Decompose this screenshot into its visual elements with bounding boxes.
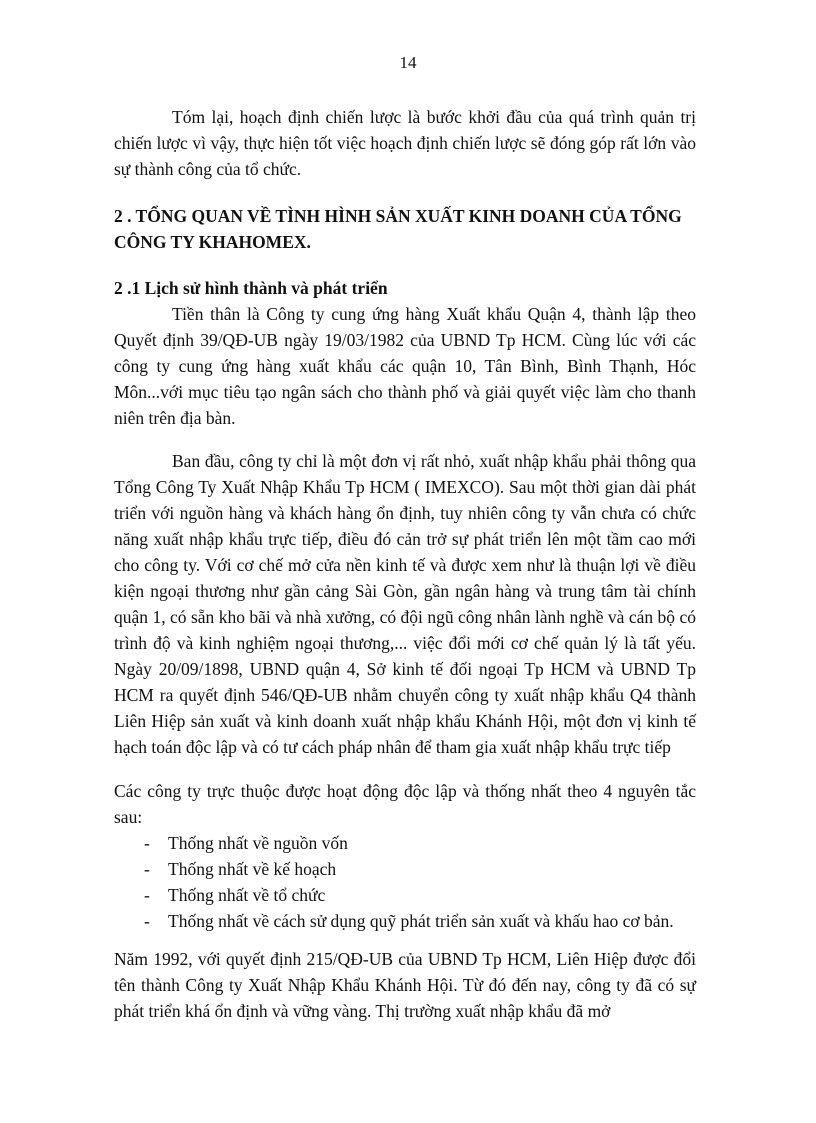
list-item: [114, 882, 696, 908]
list-item-text: Thống nhất về nguồn vốn: [168, 833, 348, 853]
closing-block: [114, 946, 696, 1024]
section-heading-block: [114, 203, 696, 255]
list-item: [114, 830, 696, 856]
history-paragraph-1: Tiền thân là Công ty cung ứng hàng Xuất khẩu Quận 4, thành lập theo Quyết định 39/QĐ-UB ngày 19/03/1982 của UBND Tp HCM. Cùng lúc với các công ty cung ứng hàng xuất khẩu các quận 10, Tân Bình, Bình Thạnh, Hóc Môn...với mục tiêu tạo ngân sách cho thành phố và giải quyết việc làm cho thanh niên trên địa bàn.: [114, 304, 696, 428]
list-item-text: Thống nhất về cách sử dụng quỹ phát triển sản xuất và khấu hao cơ bản.: [168, 911, 674, 931]
section-heading: 2 . TỔNG QUAN VỀ TÌNH HÌNH SẢN XUẤT KINH DOANH CỦA TỔNG CÔNG TY KHAHOMEX.: [114, 206, 682, 252]
bullet-marker: -: [144, 833, 150, 853]
intro-paragraph-block: [114, 104, 696, 182]
history-paragraph-2: Ban đầu, công ty chỉ là một đơn vị rất nhỏ, xuất nhập khẩu phải thông qua Tổng Công Ty Xuất Nhập Khẩu Tp HCM ( IMEXCO). Sau một thời gian dài phát triển với nguồn hàng và khách hàng ổn định, tuy nhiên công ty vẫn chưa có chức năng xuất nhập khẩu trực tiếp, điều đó cản trở sự phát triển lên một tầm cao mới cho công ty. Với cơ chế mở cửa nền kinh tế và được xem như là thuận lợi về điều kiện ngoại thương như gần cảng Sài Gòn, gần ngân hàng và trung tâm tài chính quận 1, có sẵn kho bãi và nhà xưởng, có đội ngũ công nhân lành nghề và cán bộ có trình độ và kinh nghiệm ngoại thương,... việc đổi mới cơ chế quản lý là tất yếu. Ngày 20/09/1898, UBND quận 4, Sở kinh tế đối ngoại Tp HCM và UBND Tp HCM ra quyết định 546/QĐ-UB nhằm chuyển công ty xuất nhập khẩu Q4 thành Liên Hiệp sản xuất và kinh doanh xuất nhập khẩu Khánh Hội, một đơn vị kinh tế hạch toán độc lập và có tư cách pháp nhân để tham gia xuất nhập khẩu trực tiếp: [114, 451, 696, 757]
history-block: [114, 275, 696, 431]
subsection-heading: 2 .1 Lịch sử hình thành và phát triển: [114, 278, 388, 298]
principles-block: [114, 778, 696, 934]
development-block: [114, 448, 696, 760]
principles-list: [114, 830, 696, 934]
list-item-text: Thống nhất về kế hoạch: [168, 859, 337, 879]
principles-intro: Các công ty trực thuộc được hoạt động độc lập và thống nhất theo 4 nguyên tắc sau:: [114, 781, 696, 827]
history-paragraph-3: Năm 1992, với quyết định 215/QĐ-UB của UBND Tp HCM, Liên Hiệp được đổi tên thành Công ty Xuất Nhập Khẩu Khánh Hội. Từ đó đến nay, công ty đã có sự phát triển khá ổn định và vững vàng. Thị trường xuất nhập khẩu đã mở: [114, 949, 696, 1021]
list-item: [114, 908, 696, 934]
bullet-marker: -: [144, 911, 150, 931]
list-item: [114, 856, 696, 882]
bullet-marker: -: [144, 885, 150, 905]
bullet-marker: -: [144, 859, 150, 879]
page-number: 14: [399, 53, 417, 72]
intro-paragraph: Tóm lại, hoạch định chiến lược là bước khởi đầu của quá trình quản trị chiến lược vì vậy, thực hiện tốt việc hoạch định chiến lược sẽ đóng góp rất lớn vào sự thành công của tổ chức.: [114, 107, 696, 179]
list-item-text: Thống nhất về tổ chức: [168, 885, 326, 905]
